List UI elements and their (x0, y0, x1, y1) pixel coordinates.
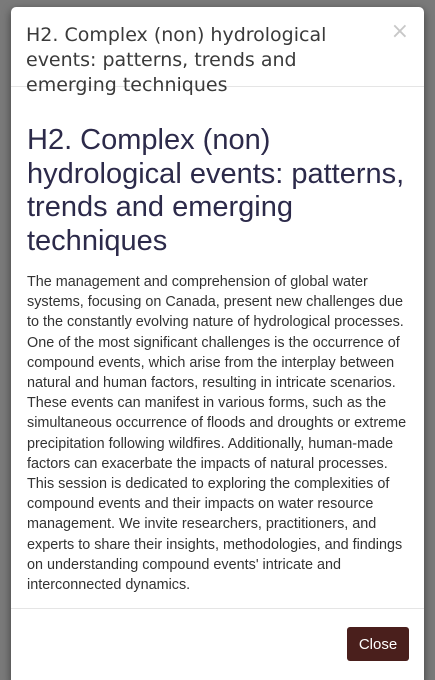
close-button[interactable]: Close (347, 627, 409, 661)
close-icon[interactable]: × (390, 19, 409, 44)
modal-dialog (11, 7, 424, 680)
session-heading: H2. Complex (non) hydrological events: patterns, trends and emerging techniques (27, 124, 405, 257)
modal-body (11, 87, 424, 609)
session-description: The management and comprehension of global water systems, focusing on Canada, present new challenges due to the constantly evolving nature of hydrological processes. One of the most significant challenges is the occurrence of compound events, which arise from the interplay between natural and human factors, resulting in intricate scenarios. These events can manifest in various forms, such as the simultaneous occurrence of floods and droughts or extreme precipitation following wildfires. Additionally, human-made factors can exacerbate the impacts of natural processes. This session is dedicated to exploring the complexities of compound events and their impacts on water resource management. We invite researchers, practitioners, and experts to share their insights, methodologies, and findings on understanding compound events' intricate and interconnected dynamics. (27, 274, 407, 594)
modal-footer (11, 609, 424, 680)
modal-header (11, 7, 424, 96)
modal-title: H2. Complex (non) hydrological events: patterns, trends and emerging techniques (26, 24, 327, 96)
